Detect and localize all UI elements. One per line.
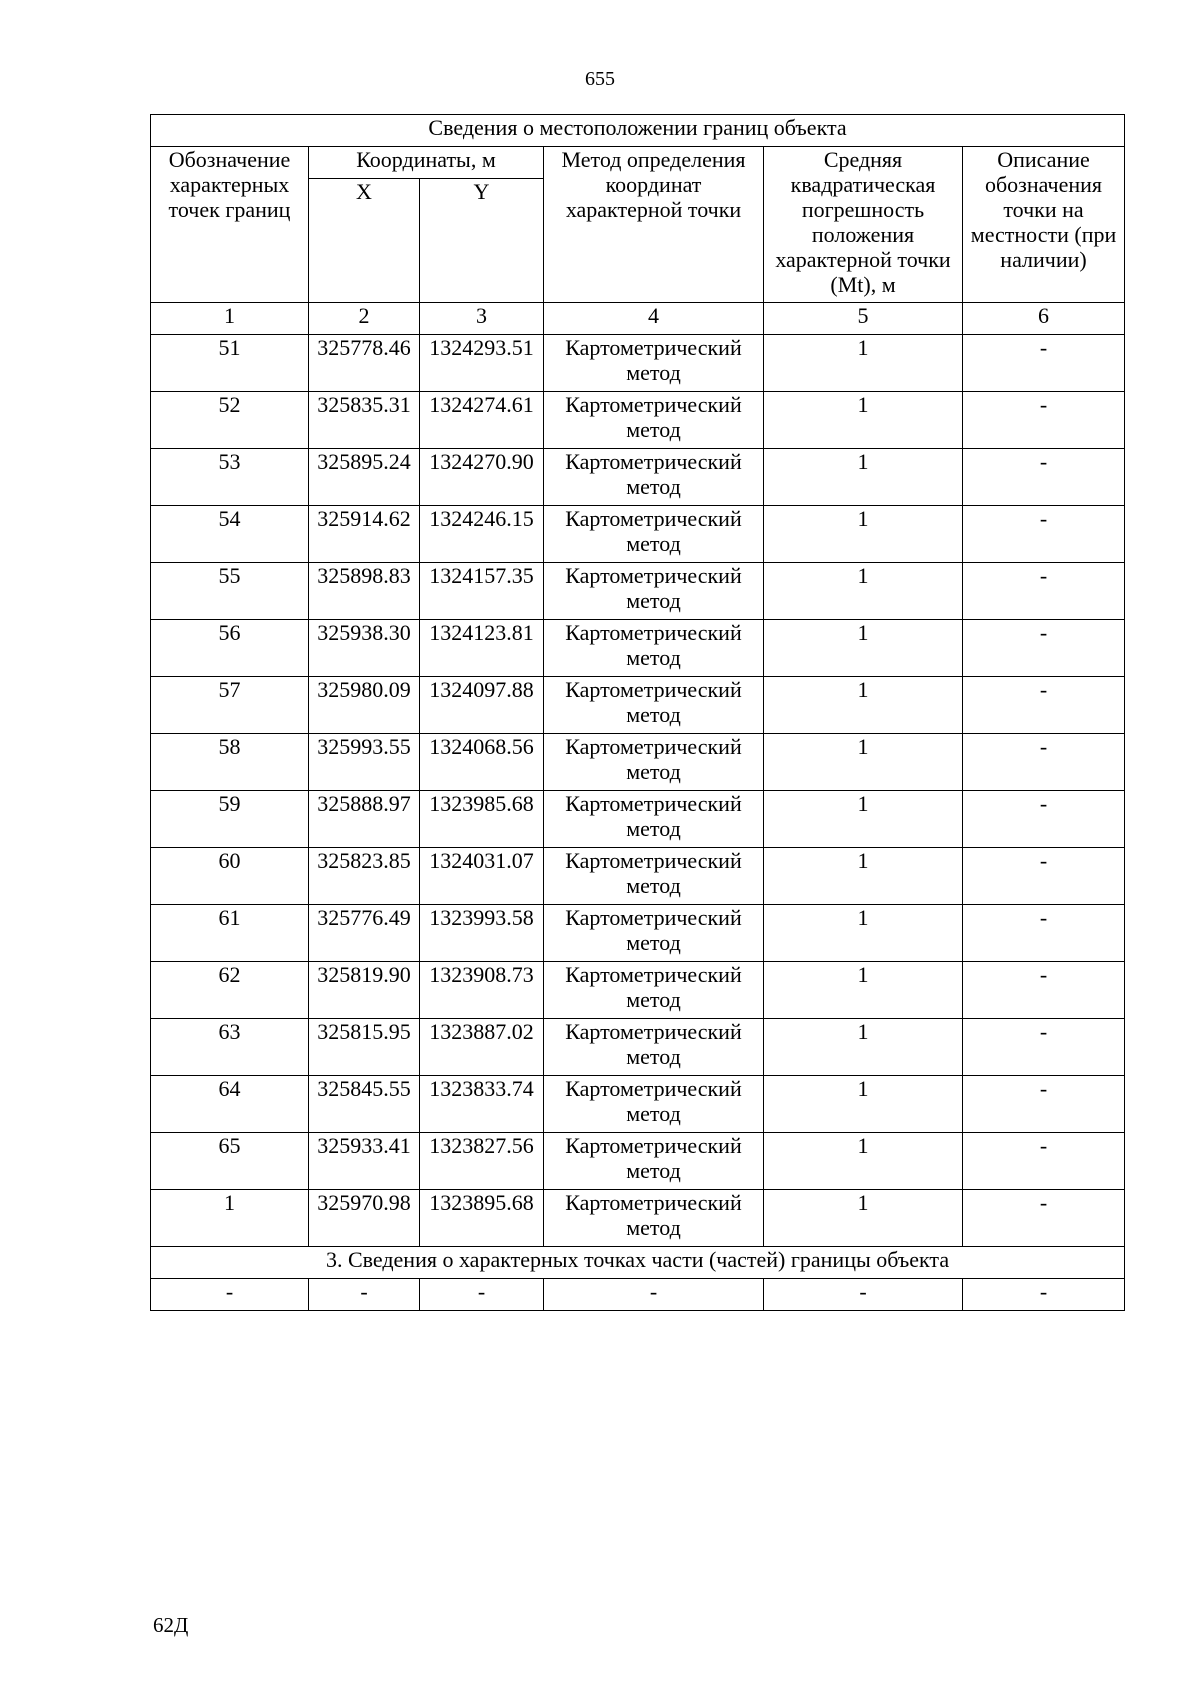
error-cell: 1 bbox=[764, 620, 963, 677]
table-row bbox=[151, 734, 1125, 791]
y-cell: 1323985.68 bbox=[420, 791, 544, 848]
table-row bbox=[151, 563, 1125, 620]
error-cell: 1 bbox=[764, 335, 963, 392]
description-cell: - bbox=[963, 563, 1125, 620]
error-cell: 1 bbox=[764, 1190, 963, 1247]
table-row bbox=[151, 506, 1125, 563]
method-cell: Картометрический метод bbox=[544, 677, 764, 734]
method-cell: Картометрический метод bbox=[544, 962, 764, 1019]
method-cell: Картометрический метод bbox=[544, 563, 764, 620]
section-3-title: 3. Сведения о характерных точках части (частей) границы объекта bbox=[151, 1247, 1125, 1279]
table-row bbox=[151, 905, 1125, 962]
footer-code: 62Д bbox=[153, 1613, 189, 1637]
section-3-cell: - bbox=[963, 1279, 1125, 1311]
point-cell: 58 bbox=[151, 734, 309, 791]
column-number: 1 bbox=[151, 303, 309, 335]
header-x: X bbox=[309, 179, 420, 303]
method-cell: Картометрический метод bbox=[544, 734, 764, 791]
y-cell: 1324293.51 bbox=[420, 335, 544, 392]
section-3-cell: - bbox=[544, 1279, 764, 1311]
point-cell: 62 bbox=[151, 962, 309, 1019]
method-cell: Картометрический метод bbox=[544, 1190, 764, 1247]
x-cell: 325993.55 bbox=[309, 734, 420, 791]
error-cell: 1 bbox=[764, 392, 963, 449]
table-row bbox=[151, 791, 1125, 848]
y-cell: 1323993.58 bbox=[420, 905, 544, 962]
y-cell: 1323908.73 bbox=[420, 962, 544, 1019]
column-number: 4 bbox=[544, 303, 764, 335]
description-cell: - bbox=[963, 506, 1125, 563]
point-cell: 56 bbox=[151, 620, 309, 677]
method-cell: Картометрический метод bbox=[544, 392, 764, 449]
header-description: Описание обозначения точки на местности (при наличии) bbox=[963, 147, 1125, 303]
section-3-row bbox=[151, 1247, 1125, 1279]
x-cell: 325970.98 bbox=[309, 1190, 420, 1247]
description-cell: - bbox=[963, 905, 1125, 962]
point-cell: 54 bbox=[151, 506, 309, 563]
method-cell: Картометрический метод bbox=[544, 335, 764, 392]
x-cell: 325778.46 bbox=[309, 335, 420, 392]
column-number: 2 bbox=[309, 303, 420, 335]
point-cell: 51 bbox=[151, 335, 309, 392]
header-coordinates: Координаты, м bbox=[309, 147, 544, 179]
method-cell: Картометрический метод bbox=[544, 449, 764, 506]
table-title: Сведения о местоположении границ объекта bbox=[151, 115, 1125, 147]
description-cell: - bbox=[963, 677, 1125, 734]
y-cell: 1324068.56 bbox=[420, 734, 544, 791]
point-cell: 53 bbox=[151, 449, 309, 506]
description-cell: - bbox=[963, 1133, 1125, 1190]
header-error: Средняя квадратическая погрешность положения характерной точки (Mt), м bbox=[764, 147, 963, 303]
table-row bbox=[151, 392, 1125, 449]
column-number: 5 bbox=[764, 303, 963, 335]
header-row-top bbox=[151, 147, 1125, 179]
table-row bbox=[151, 1190, 1125, 1247]
point-cell: 61 bbox=[151, 905, 309, 962]
y-cell: 1324270.90 bbox=[420, 449, 544, 506]
x-cell: 325938.30 bbox=[309, 620, 420, 677]
x-cell: 325819.90 bbox=[309, 962, 420, 1019]
y-cell: 1324157.35 bbox=[420, 563, 544, 620]
x-cell: 325980.09 bbox=[309, 677, 420, 734]
description-cell: - bbox=[963, 791, 1125, 848]
point-cell: 63 bbox=[151, 1019, 309, 1076]
method-cell: Картометрический метод bbox=[544, 791, 764, 848]
method-cell: Картометрический метод bbox=[544, 1019, 764, 1076]
y-cell: 1324246.15 bbox=[420, 506, 544, 563]
table-row bbox=[151, 1076, 1125, 1133]
y-cell: 1323833.74 bbox=[420, 1076, 544, 1133]
table-row bbox=[151, 1133, 1125, 1190]
table-row bbox=[151, 335, 1125, 392]
x-cell: 325895.24 bbox=[309, 449, 420, 506]
method-cell: Картометрический метод bbox=[544, 1076, 764, 1133]
description-cell: - bbox=[963, 1190, 1125, 1247]
method-cell: Картометрический метод bbox=[544, 848, 764, 905]
column-number: 6 bbox=[963, 303, 1125, 335]
point-cell: 55 bbox=[151, 563, 309, 620]
error-cell: 1 bbox=[764, 563, 963, 620]
header-method: Метод определения координат характерной точки bbox=[544, 147, 764, 303]
page-number: 655 bbox=[585, 68, 615, 90]
table-row bbox=[151, 1019, 1125, 1076]
section-3-cell: - bbox=[420, 1279, 544, 1311]
point-cell: 65 bbox=[151, 1133, 309, 1190]
column-number-row bbox=[151, 303, 1125, 335]
x-cell: 325888.97 bbox=[309, 791, 420, 848]
description-cell: - bbox=[963, 734, 1125, 791]
y-cell: 1324031.07 bbox=[420, 848, 544, 905]
section-3-cell: - bbox=[151, 1279, 309, 1311]
y-cell: 1324274.61 bbox=[420, 392, 544, 449]
method-cell: Картометрический метод bbox=[544, 506, 764, 563]
column-number: 3 bbox=[420, 303, 544, 335]
boundary-coordinates-table bbox=[150, 114, 1125, 1311]
error-cell: 1 bbox=[764, 506, 963, 563]
point-cell: 60 bbox=[151, 848, 309, 905]
description-cell: - bbox=[963, 449, 1125, 506]
description-cell: - bbox=[963, 962, 1125, 1019]
method-cell: Картометрический метод bbox=[544, 905, 764, 962]
y-cell: 1324097.88 bbox=[420, 677, 544, 734]
method-cell: Картометрический метод bbox=[544, 1133, 764, 1190]
point-cell: 64 bbox=[151, 1076, 309, 1133]
point-cell: 59 bbox=[151, 791, 309, 848]
error-cell: 1 bbox=[764, 1133, 963, 1190]
error-cell: 1 bbox=[764, 791, 963, 848]
error-cell: 1 bbox=[764, 905, 963, 962]
description-cell: - bbox=[963, 620, 1125, 677]
table-row bbox=[151, 962, 1125, 1019]
header-y: Y bbox=[420, 179, 544, 303]
x-cell: 325823.85 bbox=[309, 848, 420, 905]
x-cell: 325914.62 bbox=[309, 506, 420, 563]
table-row bbox=[151, 848, 1125, 905]
table-title-row bbox=[151, 115, 1125, 147]
error-cell: 1 bbox=[764, 449, 963, 506]
table-row bbox=[151, 677, 1125, 734]
table-row bbox=[151, 449, 1125, 506]
method-cell: Картометрический метод bbox=[544, 620, 764, 677]
x-cell: 325835.31 bbox=[309, 392, 420, 449]
description-cell: - bbox=[963, 392, 1125, 449]
point-cell: 1 bbox=[151, 1190, 309, 1247]
y-cell: 1324123.81 bbox=[420, 620, 544, 677]
error-cell: 1 bbox=[764, 677, 963, 734]
x-cell: 325933.41 bbox=[309, 1133, 420, 1190]
description-cell: - bbox=[963, 848, 1125, 905]
x-cell: 325845.55 bbox=[309, 1076, 420, 1133]
x-cell: 325898.83 bbox=[309, 563, 420, 620]
error-cell: 1 bbox=[764, 848, 963, 905]
error-cell: 1 bbox=[764, 734, 963, 791]
table-row bbox=[151, 620, 1125, 677]
header-point-designation: Обозначение характерных точек границ bbox=[151, 147, 309, 303]
error-cell: 1 bbox=[764, 962, 963, 1019]
description-cell: - bbox=[963, 1076, 1125, 1133]
section-3-cell: - bbox=[309, 1279, 420, 1311]
section-3-data-row bbox=[151, 1279, 1125, 1311]
error-cell: 1 bbox=[764, 1019, 963, 1076]
point-cell: 52 bbox=[151, 392, 309, 449]
y-cell: 1323895.68 bbox=[420, 1190, 544, 1247]
description-cell: - bbox=[963, 1019, 1125, 1076]
section-3-cell: - bbox=[764, 1279, 963, 1311]
x-cell: 325776.49 bbox=[309, 905, 420, 962]
x-cell: 325815.95 bbox=[309, 1019, 420, 1076]
point-cell: 57 bbox=[151, 677, 309, 734]
y-cell: 1323827.56 bbox=[420, 1133, 544, 1190]
description-cell: - bbox=[963, 335, 1125, 392]
error-cell: 1 bbox=[764, 1076, 963, 1133]
y-cell: 1323887.02 bbox=[420, 1019, 544, 1076]
